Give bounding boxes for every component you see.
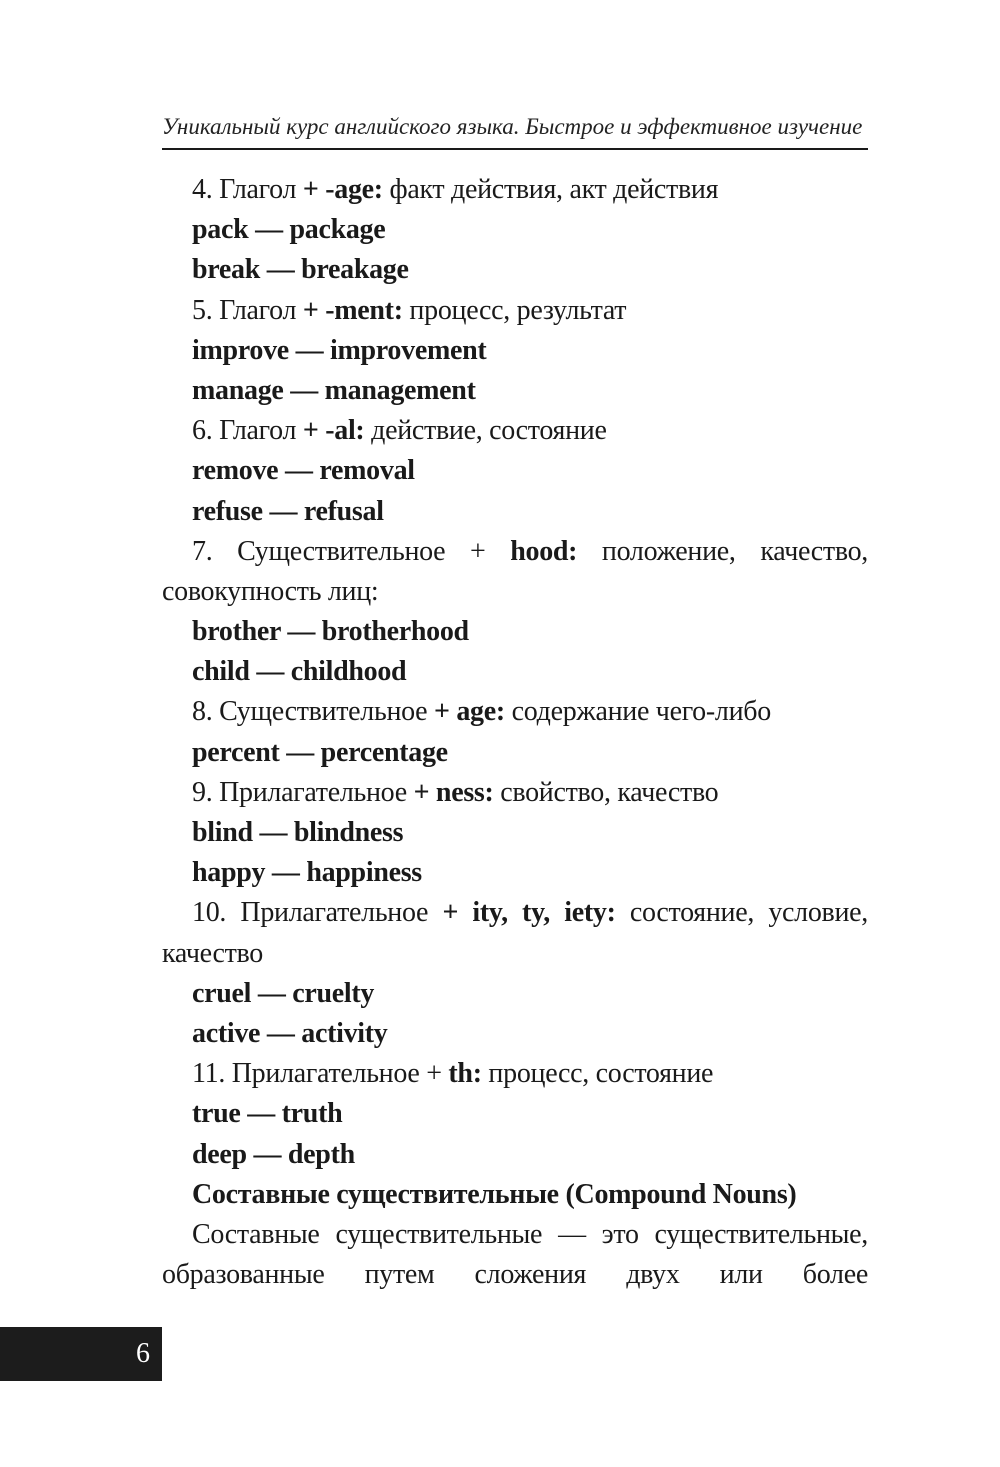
rule-line-10: 10. Прилагательное + ity, ty, iety: состояние, условие,: [192, 897, 868, 929]
example-line: brother — brotherhood: [192, 616, 469, 648]
header-rule: [162, 148, 868, 150]
rule-line-4: 4. Глагол + -age: факт действия, акт действия: [192, 174, 719, 205]
example-line: child — childhood: [192, 656, 407, 688]
page-number-tab: [0, 1327, 162, 1381]
example-line: manage — management: [192, 374, 476, 406]
rule-line-8: 8. Существительное + age: содержание чего-либо: [192, 696, 771, 728]
example-line: refuse — refusal: [192, 495, 384, 527]
paragraph-line: образованные путем сложения двух или более: [162, 1259, 868, 1291]
page-body: [162, 170, 868, 1295]
example-line: pack — package: [192, 214, 386, 246]
rule-line-11: 11. Прилагательное + th: процесс, состояние: [192, 1058, 714, 1090]
example-line: cruel — cruelty: [192, 977, 375, 1009]
example-line: true — truth: [192, 1098, 343, 1130]
example-line: happy — happiness: [192, 857, 422, 889]
page-number: 6: [136, 1338, 150, 1369]
rule-line-10-continued: качество: [162, 937, 263, 969]
rule-line-5: 5. Глагол + -ment: процесс, результат: [192, 294, 627, 326]
example-line: percent — percentage: [192, 736, 448, 768]
example-line: break — breakage: [192, 254, 409, 286]
rule-line-7-continued: совокупность лиц:: [162, 575, 379, 607]
example-line: active — activity: [192, 1017, 388, 1049]
example-line: remove — removal: [192, 455, 415, 487]
running-header: Уникальный курс английского языка. Быстрое и эффективное изучение: [162, 114, 863, 139]
rule-line-7: 7. Существительное + hood: положение, качество,: [192, 535, 869, 567]
rule-line-6: 6. Глагол + -al: действие, состояние: [192, 415, 607, 447]
paragraph-line: Составные существительные — это существительные,: [192, 1218, 868, 1250]
example-line: improve — improvement: [192, 334, 487, 366]
rule-line-9: 9. Прилагательное + ness: свойство, качество: [192, 776, 719, 808]
section-heading: Составные существительные (Compound Nouns): [192, 1178, 797, 1210]
example-line: deep — depth: [192, 1138, 355, 1170]
example-line: blind — blindness: [192, 817, 404, 849]
